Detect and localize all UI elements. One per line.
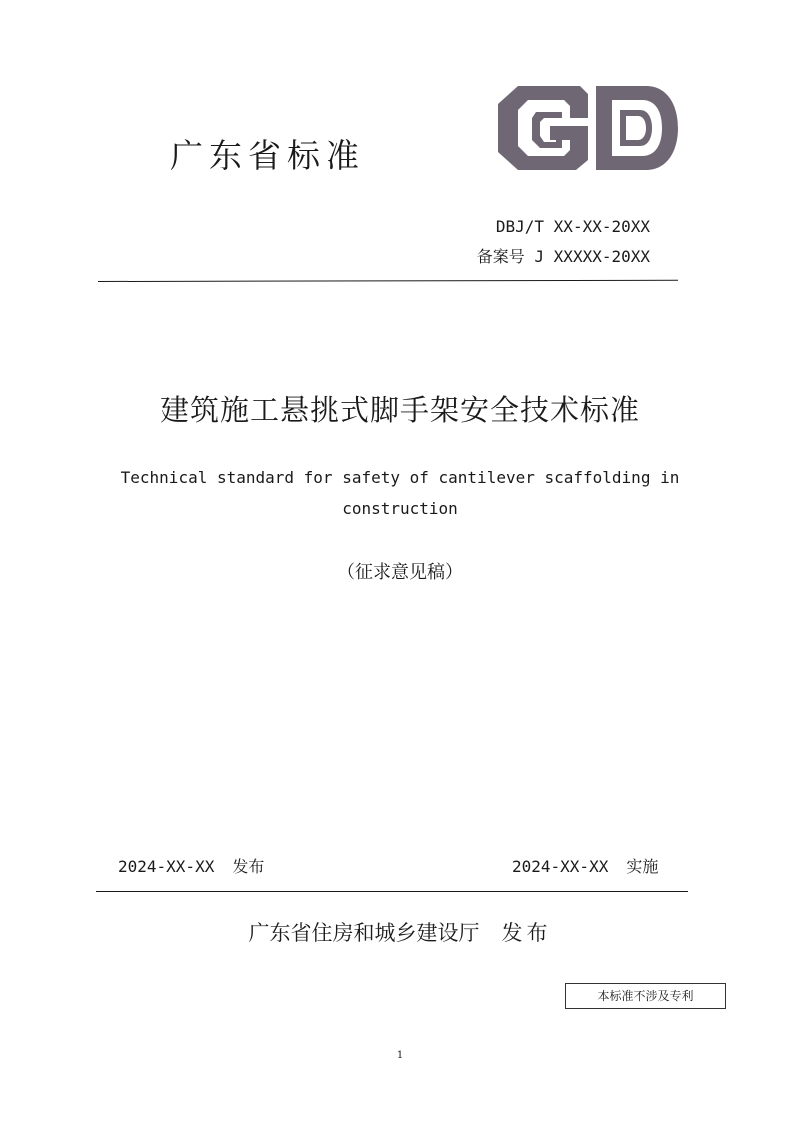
record-prefix: 备案号 [476,247,525,266]
title-chinese: 建筑施工悬挑式脚手架安全技术标准 [159,393,640,427]
page-number: 1 [396,1050,404,1061]
implement-label: 实施 [626,857,659,876]
record-number: J XXXXX-20XX [534,247,650,266]
top-divider [98,280,678,282]
gd-logo [496,84,680,172]
issuer-action: 发布 [501,921,552,945]
record-number-line [477,242,650,272]
bottom-divider [96,891,688,892]
publish-date: 2024-XX-XX [118,857,215,876]
standard-type-heading: 广东省标准 [170,136,365,175]
standard-code: DBJ/T XX-XX-20XX [495,217,650,236]
implement-date-line [512,854,658,877]
issuer-line [0,917,800,947]
publish-date-line [118,854,264,877]
implement-date: 2024-XX-XX [512,857,609,876]
publish-label: 发布 [232,857,265,876]
patent-note-box: 本标准不涉及专利 [565,983,726,1009]
title-english: Technical standard for safety of cantilever scaffolding in construction [120,468,680,518]
draft-note: （征求意见稿） [337,562,463,583]
standard-code-block [477,212,650,272]
issuer-name: 广东省住房和城乡建设厅 [248,921,480,945]
